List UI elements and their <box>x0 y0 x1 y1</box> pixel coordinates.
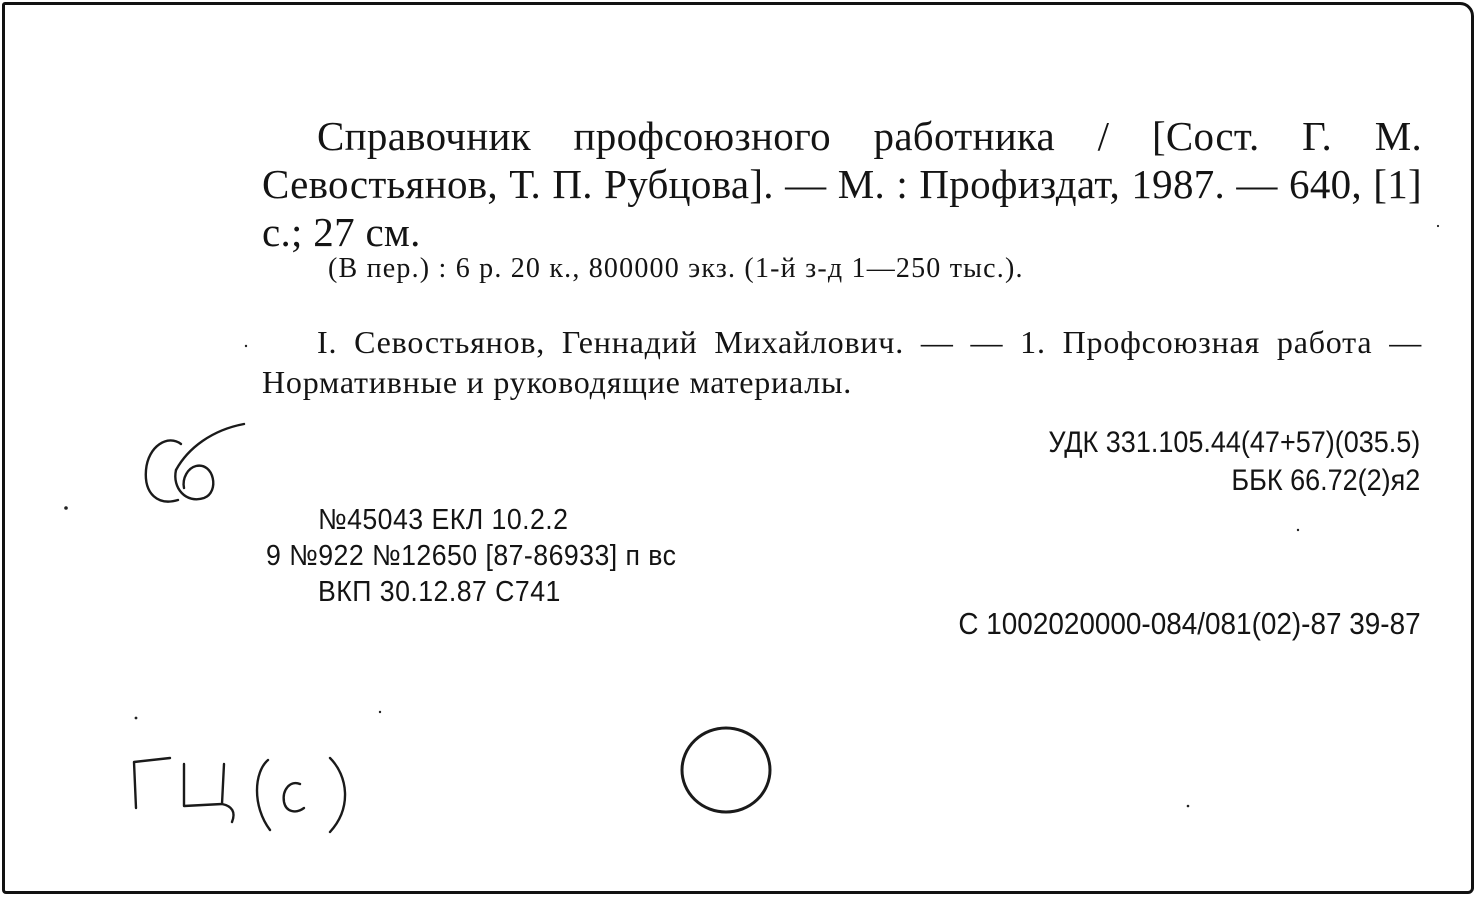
price-and-print-run: (В пер.) : 6 р. 20 к., 800000 экз. (1-й з-д 1—250 тыс.). <box>328 253 1024 284</box>
series-code: С 1002020000-084/081(02)-87 39-87 <box>958 606 1421 641</box>
udk-code: УДК 331.105.44(47+57)(035.5) <box>1048 426 1420 459</box>
tracings-text: I. Севостьянов, Геннадий Михайлович. — — 1. Профсоюзная работа — Нормативные и руководящие материалы. <box>262 324 1422 400</box>
handwritten-mark-gts <box>134 758 345 832</box>
scan-specks <box>64 225 1439 807</box>
inventory-line-1: №45043 ЕКЛ 10.2.2 <box>318 504 569 536</box>
handwritten-mark-sb <box>146 424 244 502</box>
inventory-line-2: 9 №922 №12650 [87-86933] п вс <box>266 540 677 572</box>
inventory-line-3: ВКП 30.12.87 С741 <box>318 576 561 608</box>
handwritten-circle <box>682 728 770 812</box>
bbk-code: ББК 66.72(2)я2 <box>1231 464 1420 497</box>
title-statement: Справочник профсоюзного работника / [Сост. Г. М. Севостьянов, Т. П. Рубцова]. — М. : Профиздат, 1987. — 640, [1] с.; 27 см. <box>262 113 1422 255</box>
